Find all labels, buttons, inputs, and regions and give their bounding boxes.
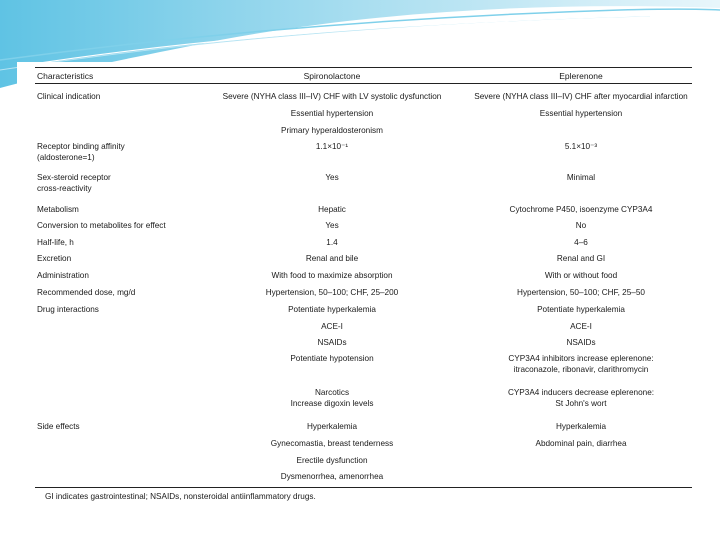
cell-text: CYP3A4 inducers decrease eplerenone:: [507, 388, 655, 397]
cell-text: Excretion: [37, 254, 72, 263]
cell-text: 1.1×10⁻¹: [315, 142, 349, 151]
header-characteristics: Characteristics: [37, 71, 94, 81]
spironolactone-cell: [207, 455, 457, 466]
spironolactone-cell: [207, 253, 457, 264]
characteristic-cell: [37, 421, 207, 432]
cell-text: Primary hyperaldosteronism: [281, 126, 383, 135]
eplerenone-cell: [457, 172, 705, 183]
spironolactone-cell: [207, 471, 457, 482]
cell-text: Erectile dysfunction: [296, 456, 368, 465]
cell-text: (aldosterone=1): [37, 153, 95, 162]
cell-text: With food to maximize absorption: [271, 271, 393, 280]
cell-text: Severe (NYHA class III–IV) CHF with LV systolic dysfunction: [222, 92, 442, 101]
header-spironolactone: Spironolactone: [303, 71, 361, 81]
eplerenone-cell: [457, 421, 705, 432]
characteristic-cell: [37, 253, 207, 264]
cell-text: 1.4: [326, 238, 338, 247]
spironolactone-cell: [207, 220, 457, 231]
characteristic-cell: [37, 91, 207, 102]
spironolactone-cell: [207, 353, 457, 364]
eplerenone-cell: [457, 253, 705, 264]
eplerenone-cell: [457, 438, 705, 449]
cell-text: Potentiate hypotension: [290, 354, 374, 363]
table-header-rule: [35, 83, 692, 84]
cell-text: No: [575, 221, 587, 230]
cell-text: Drug interactions: [37, 305, 99, 314]
cell-text: Minimal: [566, 173, 596, 182]
cell-text: Cytochrome P450, isoenzyme CYP3A4: [509, 205, 653, 214]
eplerenone-cell: [457, 141, 705, 152]
eplerenone-cell: [457, 270, 705, 281]
spironolactone-cell: [207, 237, 457, 248]
cell-text: Administration: [37, 271, 89, 280]
cell-text: Renal and GI: [556, 254, 606, 263]
spironolactone-cell: [207, 287, 457, 298]
characteristic-cell: [37, 204, 207, 215]
eplerenone-cell: [457, 304, 705, 315]
cell-text: Potentiate hyperkalemia: [537, 305, 625, 314]
cell-text: ACE-I: [570, 322, 592, 331]
cell-text: NSAIDs: [317, 338, 347, 347]
eplerenone-cell: [457, 337, 705, 348]
characteristic-cell: [37, 287, 207, 298]
table-top-rule: [35, 67, 692, 68]
eplerenone-cell: [457, 353, 705, 375]
cell-text: CYP3A4 inhibitors increase eplerenone:: [508, 354, 654, 363]
cell-text: Gynecomastia, breast tenderness: [270, 439, 394, 448]
spironolactone-cell: [207, 387, 457, 409]
cell-text: Essential hypertension: [539, 109, 623, 118]
spironolactone-cell: [207, 337, 457, 348]
eplerenone-cell: [457, 321, 705, 332]
cell-text: Severe (NYHA class III–IV) CHF after myocardial infarction: [474, 92, 688, 101]
eplerenone-cell: [457, 91, 705, 102]
characteristic-cell: [37, 172, 207, 194]
spironolactone-cell: [207, 141, 457, 152]
cell-text: 4–6: [574, 238, 588, 247]
cell-text: With or without food: [544, 271, 618, 280]
cell-text: Hyperkalemia: [306, 422, 358, 431]
spironolactone-cell: [207, 108, 457, 119]
spironolactone-cell: [207, 125, 457, 136]
cell-text: St John's wort: [555, 399, 607, 408]
cell-text: Hepatic: [318, 205, 346, 214]
cell-text: Half-life, h: [37, 238, 74, 247]
spironolactone-cell: [207, 438, 457, 449]
cell-text: Hypertension, 50–100; CHF, 25–200: [265, 288, 399, 297]
table-bottom-rule: [35, 487, 692, 488]
cell-text: Side effects: [37, 422, 80, 431]
table-footnote: GI indicates gastrointestinal; NSAIDs, nonsteroidal antiinflammatory drugs.: [45, 492, 316, 501]
cell-text: Narcotics: [314, 388, 350, 397]
spironolactone-cell: [207, 204, 457, 215]
spironolactone-cell: [207, 421, 457, 432]
cell-text: ACE-I: [321, 322, 343, 331]
cell-text: Essential hypertension: [290, 109, 374, 118]
characteristic-cell: [37, 141, 207, 163]
cell-text: Hyperkalemia: [555, 422, 607, 431]
eplerenone-cell: [457, 108, 705, 119]
cell-text: Hypertension, 50–100; CHF, 25–50: [517, 288, 645, 297]
cell-text: Recommended dose, mg/d: [37, 288, 136, 297]
spironolactone-cell: [207, 270, 457, 281]
cell-text: Increase digoxin levels: [290, 399, 374, 408]
cell-text: Renal and bile: [305, 254, 359, 263]
cell-text: itraconazole, ribonavir, clarithromycin: [513, 365, 649, 374]
characteristic-cell: [37, 237, 207, 248]
cell-text: Clinical indication: [37, 92, 101, 101]
cell-text: Potentiate hyperkalemia: [288, 305, 376, 314]
cell-text: NSAIDs: [566, 338, 596, 347]
cell-text: Dysmenorrhea, amenorrhea: [280, 472, 384, 481]
cell-text: Receptor binding affinity: [37, 142, 125, 151]
characteristic-cell: [37, 220, 207, 231]
spironolactone-cell: [207, 304, 457, 315]
eplerenone-cell: [457, 204, 705, 215]
spironolactone-cell: [207, 172, 457, 183]
cell-text: cross-reactivity: [37, 184, 92, 193]
cell-text: Yes: [325, 221, 339, 230]
spironolactone-cell: [207, 91, 457, 102]
header-eplerenone: Eplerenone: [559, 71, 603, 81]
eplerenone-cell: [457, 287, 705, 298]
cell-text: Abdominal pain, diarrhea: [535, 439, 627, 448]
characteristic-cell: [37, 270, 207, 281]
drug-comparison-table: [17, 62, 702, 510]
eplerenone-cell: [457, 387, 705, 409]
cell-text: Sex-steroid receptor: [37, 173, 111, 182]
cell-text: Yes: [325, 173, 339, 182]
eplerenone-cell: [457, 220, 705, 231]
eplerenone-cell: [457, 237, 705, 248]
cell-text: Conversion to metabolites for effect: [37, 221, 166, 230]
characteristic-cell: [37, 304, 207, 315]
spironolactone-cell: [207, 321, 457, 332]
cell-text: Metabolism: [37, 205, 79, 214]
cell-text: 5.1×10⁻³: [564, 142, 598, 151]
